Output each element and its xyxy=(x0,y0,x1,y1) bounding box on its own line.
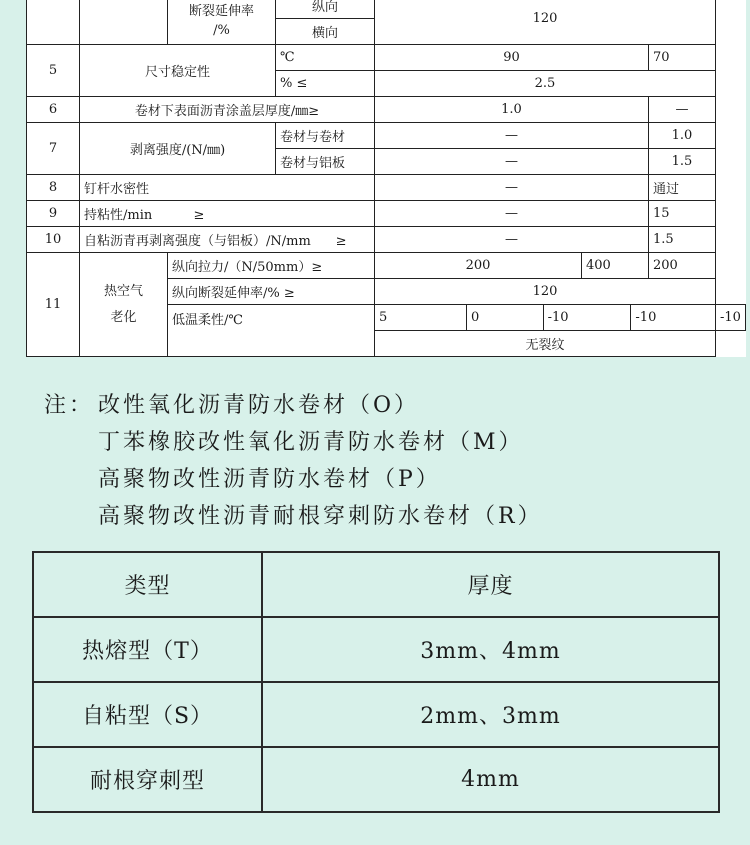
direction-longitudinal: 纵向 xyxy=(276,0,375,19)
row-number: 11 xyxy=(27,253,80,357)
note-text: 改性氧化沥青防水卷材（O） xyxy=(98,393,420,418)
value-cell: -10 xyxy=(716,305,746,331)
note-line xyxy=(44,461,543,498)
row-label xyxy=(80,253,168,357)
value-cell: 90 xyxy=(375,45,649,71)
row-number: 5 xyxy=(27,45,80,97)
row-number: 7 xyxy=(27,123,80,175)
value-cell: — xyxy=(375,149,649,175)
num-cell xyxy=(27,0,80,45)
sub-label: 纵向拉力/（N/50mm）≥ xyxy=(168,253,375,279)
row-label: 自粘沥青再剥离强度（与铝板）/N/mm ≥ xyxy=(80,227,375,253)
value-cell: 15 xyxy=(649,201,716,227)
spec-table xyxy=(26,0,746,357)
thickness-cell: 4mm xyxy=(262,747,719,812)
value-cell: -10 xyxy=(543,305,631,330)
value-cell: 1.5 xyxy=(649,149,716,175)
value-cell: 70 xyxy=(649,45,716,71)
value-cell: — xyxy=(375,227,649,253)
value-cell: 1.0 xyxy=(649,123,716,149)
low-temp-values xyxy=(375,305,716,331)
note-text: 丁苯橡胶改性氧化沥青防水卷材（M） xyxy=(98,430,524,455)
row-label: 尺寸稳定性 xyxy=(80,45,276,97)
spec-row-5 xyxy=(27,45,746,71)
note-line xyxy=(44,424,543,461)
spec-row-6 xyxy=(27,97,746,123)
note-text: 高聚物改性沥青耐根穿刺防水卷材（R） xyxy=(98,504,543,529)
row-label: 持粘性/min ≥ xyxy=(80,201,375,227)
value-cell: 0 xyxy=(466,305,543,330)
spec-row-10 xyxy=(27,227,746,253)
row-label: 卷材下表面沥青涂盖层厚度/㎜≥ xyxy=(80,97,375,123)
low-temp-note: 无裂纹 xyxy=(375,331,716,357)
value-cell: — xyxy=(375,175,649,201)
unit-cell: ℃ xyxy=(276,45,375,71)
row-number: 9 xyxy=(27,201,80,227)
row-number: 6 xyxy=(27,97,80,123)
thickness-cell: 3mm、4mm xyxy=(262,617,719,682)
break-elongation-value: 120 xyxy=(375,0,716,45)
type-cell: 自粘型（S） xyxy=(33,682,262,747)
note-prefix: 注： xyxy=(44,393,95,418)
unit-cell: % ≤ xyxy=(276,71,375,97)
row-label: 钉杆水密性 xyxy=(80,175,375,201)
sub-label: 卷材与铝板 xyxy=(276,149,375,175)
value-cell: 通过 xyxy=(649,175,716,201)
type-cell: 热熔型（T） xyxy=(33,617,262,682)
spec-row-11a xyxy=(27,253,746,279)
break-elongation-label-cell xyxy=(168,0,276,45)
row-label: 剥离强度/(N/㎜) xyxy=(80,123,276,175)
value-cell: 400 xyxy=(582,253,649,279)
spec-row-break-elongation-1 xyxy=(27,0,746,19)
type-thickness-table xyxy=(32,551,720,813)
note-text: 高聚物改性沥青防水卷材（P） xyxy=(98,467,441,492)
row-number: 8 xyxy=(27,175,80,201)
sub-label: 卷材与卷材 xyxy=(276,123,375,149)
spec-row-9 xyxy=(27,201,746,227)
thickness-cell: 2mm、3mm xyxy=(262,682,719,747)
sub-label: 低温柔性/℃ xyxy=(168,305,375,357)
break-elongation-unit: /% xyxy=(213,22,230,38)
label-cell xyxy=(80,0,168,45)
header-type: 类型 xyxy=(33,552,262,617)
table-row xyxy=(33,682,719,747)
value-cell: 1.0 xyxy=(375,97,649,123)
table-row xyxy=(33,747,719,812)
type-cell: 耐根穿刺型 xyxy=(33,747,262,812)
value-cell: 5 xyxy=(375,305,466,330)
spec-row-8 xyxy=(27,175,746,201)
row-label-line1: 热空气 xyxy=(103,283,143,299)
note-line xyxy=(44,387,543,424)
low-temp-subtable xyxy=(375,305,715,330)
header-thickness: 厚度 xyxy=(262,552,719,617)
value-cell: — xyxy=(375,123,649,149)
notes xyxy=(44,387,543,535)
value-cell: 120 xyxy=(375,279,716,305)
type-table-header xyxy=(33,552,719,617)
sub-label: 纵向断裂延伸率/% ≥ xyxy=(168,279,375,305)
value-cell: -10 xyxy=(631,305,715,330)
value-cell: 1.5 xyxy=(649,227,716,253)
row-number: 10 xyxy=(27,227,80,253)
break-elongation-label: 断裂延伸率 xyxy=(188,3,254,19)
value-cell: 200 xyxy=(375,253,582,279)
value-cell: — xyxy=(375,201,649,227)
value-cell: 2.5 xyxy=(375,71,716,97)
value-cell: — xyxy=(649,97,716,123)
row-label-line2: 老化 xyxy=(110,309,137,325)
value-cell: 200 xyxy=(649,253,716,279)
spec-row-7 xyxy=(27,123,746,149)
direction-transverse: 横向 xyxy=(276,19,375,45)
note-line xyxy=(44,498,543,535)
table-row xyxy=(33,617,719,682)
